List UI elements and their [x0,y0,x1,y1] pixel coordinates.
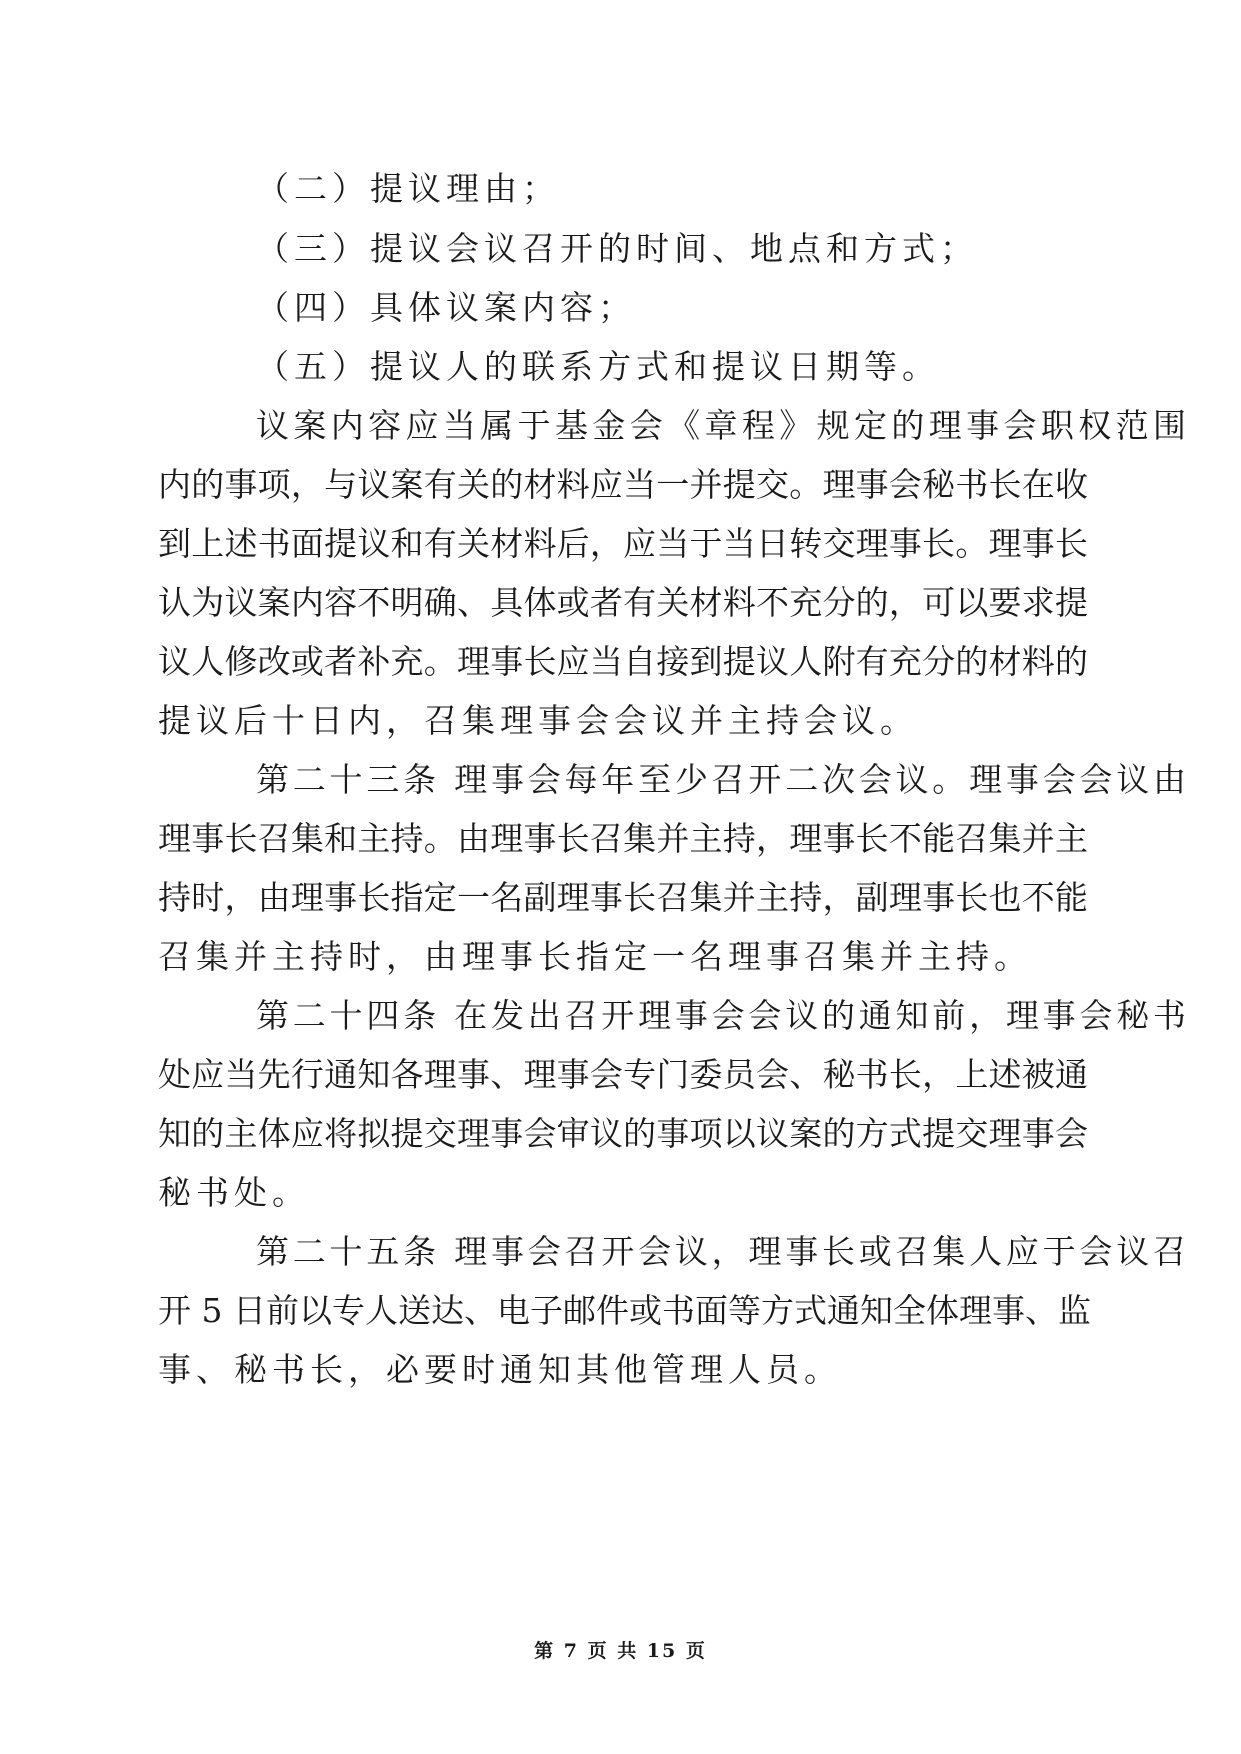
article-24-line: 第二十四条 在发出召开理事会会议的通知前，理事会秘书 [256,996,1186,1035]
item-2: （二）提议理由； [256,169,560,208]
item-5: （五）提议人的联系方式和提议日期等。 [256,347,940,386]
paragraph-line: 议人修改或者补充。理事长应当自接到提议人附有充分的材料的 [158,642,1088,681]
paragraph-line: 内的事项，与议案有关的材料应当一并提交。理事会秘书长在收 [158,465,1088,504]
article-24-line: 秘书处。 [158,1173,310,1212]
article-23-line: 理事长召集和主持。由理事长召集并主持，理事长不能召集并主 [158,819,1088,858]
item-4: （四）具体议案内容； [256,288,636,327]
article-25-line: 事、秘书长，必要时通知其他管理人员。 [158,1350,842,1389]
paragraph-line: 议案内容应当属于基金会《章程》规定的理事会职权范围 [256,406,1186,445]
article-23-line: 第二十三条 理事会每年至少召开二次会议。理事会会议由 [256,760,1186,799]
article-24-line: 知的主体应将拟提交理事会审议的事项以议案的方式提交理事会 [158,1114,1088,1153]
article-24-line: 处应当先行通知各理事、理事会专门委员会、秘书长，上述被通 [158,1055,1088,1094]
paragraph-line: 认为议案内容不明确、具体或者有关材料不充分的，可以要求提 [158,583,1088,622]
article-23-line: 持时，由理事长指定一名副理事长召集并主持，副理事长也不能 [158,878,1088,917]
paragraph-line: 提议后十日内，召集理事会会议并主持会议。 [158,701,918,740]
article-25-line: 开 5 日前以专人送达、电子邮件或书面等方式通知全体理事、监 [158,1291,1091,1330]
item-3: （三）提议会议召开的时间、地点和方式； [256,229,978,268]
page-number-footer: 第 7 页 共 15 页 [534,1640,707,1662]
article-25-line: 第二十五条 理事会召开会议，理事长或召集人应于会议召 [256,1232,1186,1271]
article-23-line: 召集并主持时，由理事长指定一名理事召集并主持。 [158,937,1032,976]
paragraph-line: 到上述书面提议和有关材料后，应当于当日转交理事长。理事长 [158,524,1088,563]
